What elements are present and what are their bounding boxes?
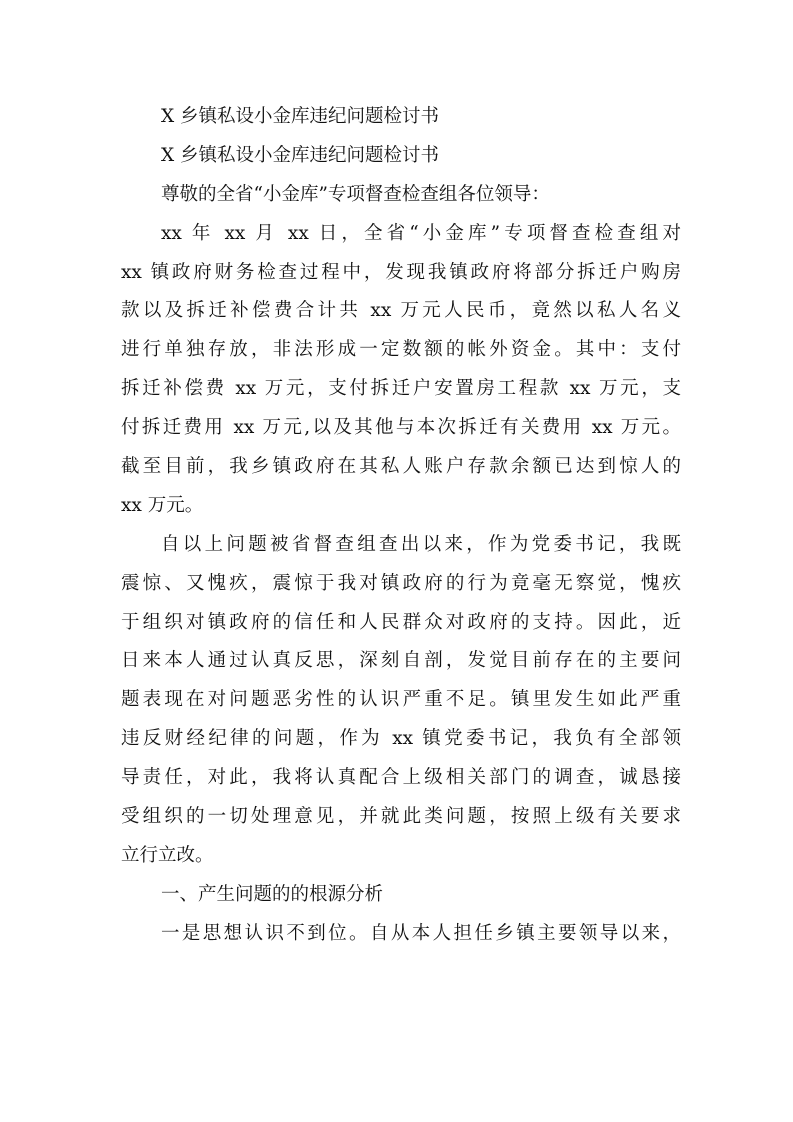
document-body	[121, 98, 681, 954]
paragraph-line: 于组织对镇政府的信任和人民群众对政府的支持。因此，近	[121, 611, 681, 633]
paragraph-line: xx 镇政府财务检查过程中，发现我镇政府将部分拆迁户购房	[121, 261, 681, 283]
paragraph-line: 截至目前，我乡镇政府在其私人账户存款余额已达到惊人的	[121, 456, 681, 478]
paragraph-line: xx 年 xx 月 xx 日，全省“小金库”专项督查检查组对	[161, 222, 681, 244]
paragraph-2	[121, 526, 681, 876]
paragraph-line: 款以及拆迁补偿费合计共 xx 万元人民币，竟然以私人名义	[121, 300, 681, 322]
paragraph-line: 一是思想认识不到位。自从本人担任乡镇主要领导以来，	[161, 922, 681, 944]
document-title-repeat: X 乡镇私设小金库违纪问题检讨书	[161, 144, 440, 166]
paragraph-line: 立行立改。	[121, 844, 214, 866]
paragraph-line: 导责任，对此，我将认真配合上级相关部门的调查，诚恳接	[121, 767, 681, 789]
paragraph-3	[121, 915, 681, 954]
paragraph-line: 进行单独存放，非法形成一定数额的帐外资金。其中：支付	[121, 339, 681, 361]
paragraph-line: 付拆迁费用 xx 万元,以及其他与本次拆迁有关费用 xx 万元。	[121, 417, 681, 439]
paragraph-line: 违反财经纪律的问题，作为 xx 镇党委书记，我负有全部领	[121, 728, 681, 750]
section-heading: 一、产生问题的的根源分析	[161, 883, 384, 905]
paragraph-1	[121, 215, 681, 526]
paragraph-line: 拆迁补偿费 xx 万元，支付拆迁户安置房工程款 xx 万元，支	[121, 378, 681, 400]
document-title: X 乡镇私设小金库违纪问题检讨书	[161, 106, 440, 127]
salutation: 尊敬的全省“小金库”专项督查检查组各位领导：	[161, 183, 550, 205]
paragraph-line: 日来本人通过认真反思，深刻自剖，发觉目前存在的主要问	[121, 650, 681, 672]
paragraph-line: 受组织的一切处理意见，并就此类问题，按照上级有关要求	[121, 806, 681, 828]
paragraph-line: 震惊、又愧疚，震惊于我对镇政府的行为竟毫无察觉，愧疚	[121, 572, 681, 594]
paragraph-line: 题表现在对问题恶劣性的认识严重不足。镇里发生如此严重	[121, 689, 681, 711]
paragraph-line: 自以上问题被省督查组查出以来，作为党委书记，我既	[161, 533, 681, 555]
paragraph-line: xx 万元。	[121, 494, 204, 516]
